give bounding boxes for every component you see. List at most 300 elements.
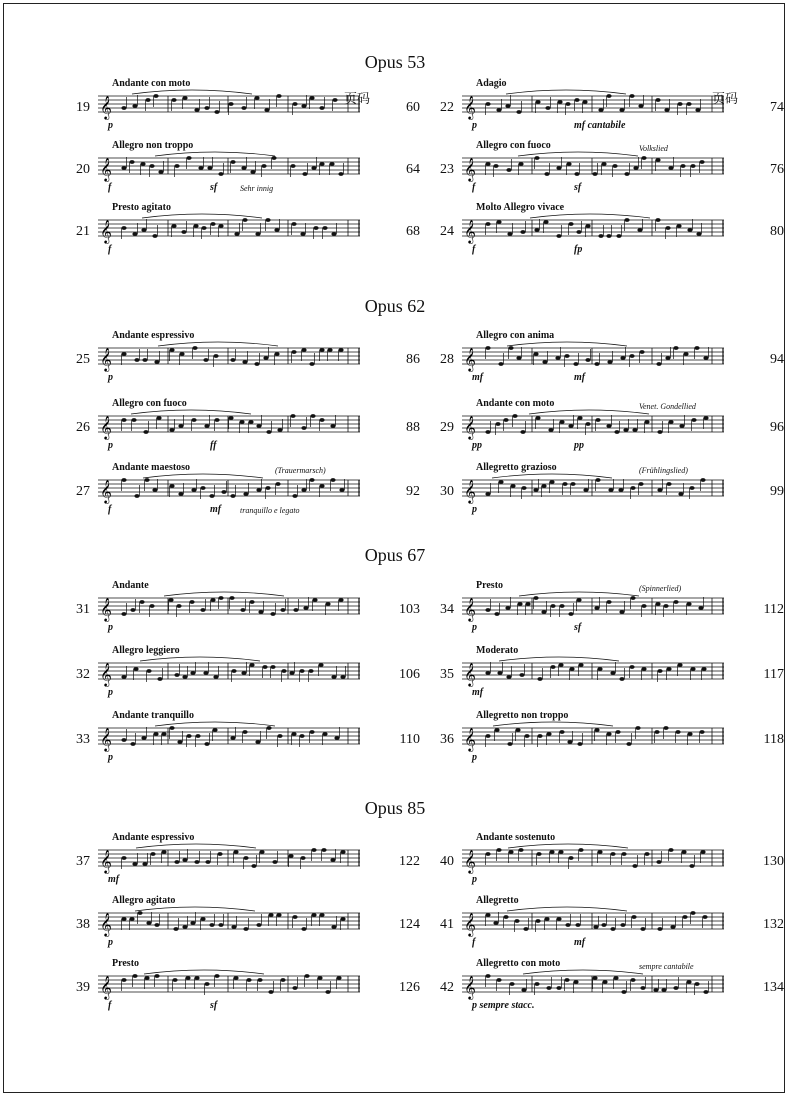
note-head (289, 671, 294, 675)
clef-icon: 𝄞 (464, 219, 476, 243)
note-head (508, 346, 513, 350)
note-head (682, 915, 687, 919)
note-head (637, 228, 642, 232)
note-head (485, 608, 490, 612)
clef-icon: 𝄞 (464, 662, 476, 686)
note-head (174, 164, 179, 168)
note-head (594, 606, 599, 610)
note-head (534, 982, 539, 986)
note-head (606, 732, 611, 736)
note-head (330, 858, 335, 862)
note-head (249, 663, 254, 667)
page-number: 124 (399, 917, 420, 932)
piece-number: 27 (76, 484, 90, 499)
note-head (641, 667, 646, 671)
note-head (195, 734, 200, 738)
note-head (614, 430, 619, 434)
clef-icon: 𝄞 (100, 727, 112, 751)
note-head (485, 162, 490, 166)
note-head (493, 164, 498, 168)
note-head (178, 492, 183, 496)
note-head (153, 94, 158, 98)
note-head (149, 164, 154, 168)
note-head (243, 492, 248, 496)
note-head (292, 986, 297, 990)
note-head (485, 734, 490, 738)
note-head (142, 358, 147, 362)
piece-number: 39 (76, 980, 90, 995)
note-head (276, 94, 281, 98)
note-head (319, 348, 324, 352)
note-head (564, 354, 569, 358)
note-head (558, 850, 563, 854)
note-head (152, 234, 157, 238)
note-head (201, 226, 206, 230)
slur (530, 214, 650, 218)
note-head (319, 418, 324, 422)
page-number: 117 (763, 667, 784, 682)
note-head (149, 604, 154, 608)
piece-number: 23 (440, 162, 454, 177)
note-head (277, 734, 282, 738)
slur (508, 844, 628, 848)
note-head (182, 925, 187, 929)
tempo-marking: Presto agitato (112, 202, 171, 213)
tempo-marking: Presto (476, 580, 504, 591)
note-head (485, 222, 490, 226)
note-head (193, 224, 198, 228)
note-head (280, 608, 285, 612)
piece-number: 40 (440, 854, 454, 869)
clef-icon: 𝄞 (464, 975, 476, 999)
note-head (154, 974, 159, 978)
note-head (150, 852, 155, 856)
note-head (230, 736, 235, 740)
note-head (535, 100, 540, 104)
dynamic-marking: sf (574, 182, 582, 193)
note-head (161, 850, 166, 854)
note-head (699, 160, 704, 164)
note-head (200, 608, 205, 612)
incipit-entry (424, 832, 784, 888)
note-head (686, 602, 691, 606)
note-head (525, 602, 530, 606)
note-head (264, 108, 269, 112)
note-head (301, 348, 306, 352)
note-head (686, 980, 691, 984)
page-number: 86 (406, 352, 420, 367)
note-head (336, 976, 341, 980)
music-staff (98, 842, 360, 876)
slur (507, 907, 627, 911)
note-head (533, 352, 538, 356)
note-head (506, 168, 511, 172)
music-staff (462, 88, 724, 122)
note-head (230, 494, 235, 498)
note-head (585, 224, 590, 228)
piece-number: 20 (76, 162, 90, 177)
note-head (639, 350, 644, 354)
piece-number: 33 (76, 732, 90, 747)
page-number: 60 (406, 100, 420, 115)
note-head (280, 978, 285, 982)
note-head (121, 418, 126, 422)
dynamic-marking: f (108, 182, 112, 193)
note-head (568, 856, 573, 860)
note-head (641, 156, 646, 160)
slur (158, 342, 278, 346)
subtitle-label: (Spinnerlied) (639, 584, 682, 593)
note-head (577, 416, 582, 420)
note-head (668, 420, 673, 424)
note-head (340, 675, 345, 679)
note-head (520, 230, 525, 234)
page-number: 88 (406, 420, 420, 435)
page-number: 94 (770, 352, 784, 367)
note-head (121, 612, 126, 616)
clef-icon: 𝄞 (100, 415, 112, 439)
piece-number: 26 (76, 420, 90, 435)
note-head (303, 606, 308, 610)
note-head (613, 976, 618, 980)
note-head (703, 356, 708, 360)
note-head (270, 612, 275, 616)
note-head (517, 602, 522, 606)
note-head (638, 482, 643, 486)
note-head (606, 424, 611, 428)
note-head (241, 166, 246, 170)
note-head (212, 728, 217, 732)
note-head (231, 669, 236, 673)
note-head (592, 172, 597, 176)
note-head (568, 612, 573, 616)
tempo-marking: Allegretto (476, 895, 519, 906)
tempo-marking: Moderato (476, 645, 519, 656)
tempo-marking: Allegro con fuoco (112, 398, 187, 409)
note-head (221, 490, 226, 494)
note-head (203, 671, 208, 675)
note-head (570, 482, 575, 486)
note-head (523, 927, 528, 931)
note-head (558, 663, 563, 667)
note-head (277, 428, 282, 432)
page-number: 106 (399, 667, 420, 682)
note-head (228, 416, 233, 420)
note-head (485, 671, 490, 675)
page-number: 112 (763, 602, 784, 617)
dynamic-marking: f (472, 244, 476, 255)
note-head (548, 428, 553, 432)
note-head (139, 600, 144, 604)
dynamic-marking: mf (574, 372, 586, 383)
note-head (505, 104, 510, 108)
note-head (663, 604, 668, 608)
page-number: 130 (763, 854, 784, 869)
clef-icon: 𝄞 (464, 415, 476, 439)
note-head (338, 598, 343, 602)
note-head (254, 362, 259, 366)
dynamic-marking: pp (574, 440, 584, 451)
tempo-marking: Allegretto grazioso (476, 462, 557, 473)
note-head (656, 362, 661, 366)
note-head (618, 488, 623, 492)
note-head (241, 106, 246, 110)
note-head (309, 96, 314, 100)
dynamic-marking: p (108, 440, 113, 451)
note-head (255, 740, 260, 744)
note-head (141, 228, 146, 232)
note-head (610, 927, 615, 931)
note-head (121, 106, 126, 110)
note-head (537, 677, 542, 681)
note-head (194, 108, 199, 112)
page-number: 99 (770, 484, 784, 499)
note-head (268, 990, 273, 994)
note-head (655, 602, 660, 606)
music-staff (462, 968, 724, 1002)
dynamic-marking: sf (210, 182, 218, 193)
note-head (331, 675, 336, 679)
note-head (556, 986, 561, 990)
note-head (189, 600, 194, 604)
note-head (204, 982, 209, 986)
note-head (121, 917, 126, 921)
note-head (485, 492, 490, 496)
page-number: 76 (770, 162, 784, 177)
note-head (154, 923, 159, 927)
opus-title: Opus 85 (364, 798, 426, 818)
note-head (209, 923, 214, 927)
note-head (293, 608, 298, 612)
note-head (700, 478, 705, 482)
note-head (620, 923, 625, 927)
page-number: 118 (763, 732, 784, 747)
note-head (602, 980, 607, 984)
slur (135, 907, 255, 911)
note-head (575, 923, 580, 927)
subtitle-label: sempre cantabile (639, 962, 694, 971)
note-head (699, 730, 704, 734)
note-head (174, 673, 179, 677)
note-head (213, 354, 218, 358)
note-head (300, 856, 305, 860)
note-head (275, 482, 280, 486)
note-head (312, 598, 317, 602)
note-head (121, 166, 126, 170)
incipit-entry (60, 462, 420, 518)
note-head (134, 358, 139, 362)
note-head (520, 430, 525, 434)
dynamic-marking: f (108, 244, 112, 255)
note-head (494, 728, 499, 732)
note-head (218, 596, 223, 600)
note-head (533, 596, 538, 600)
note-head (291, 732, 296, 736)
tempo-marking: Andante con moto (476, 398, 555, 409)
opus-title: Opus 62 (364, 296, 426, 316)
music-staff (98, 655, 360, 689)
note-head (657, 927, 662, 931)
note-head (556, 917, 561, 921)
note-head (290, 164, 295, 168)
note-head (498, 362, 503, 366)
note-head (121, 478, 126, 482)
dynamic-marking: f (472, 182, 476, 193)
note-head (593, 925, 598, 929)
note-head (231, 925, 236, 929)
note-head (666, 667, 671, 671)
note-head (132, 232, 137, 236)
piece-number: 36 (440, 732, 454, 747)
note-head (630, 596, 635, 600)
dynamic-marking: sf (210, 1000, 218, 1011)
note-head (152, 488, 157, 492)
note-head (218, 224, 223, 228)
note-head (322, 226, 327, 230)
note-head (595, 418, 600, 422)
note-head (321, 848, 326, 852)
slur (155, 152, 275, 156)
note-head (257, 978, 262, 982)
note-head (246, 978, 251, 982)
note-head (694, 982, 699, 986)
dynamic-marking: f (472, 937, 476, 948)
note-head (568, 424, 573, 428)
note-head (597, 850, 602, 854)
note-head (606, 234, 611, 238)
clef-icon: 𝄞 (464, 347, 476, 371)
note-head (194, 860, 199, 864)
music-staff (462, 655, 724, 689)
note-head (577, 742, 582, 746)
note-head (317, 976, 322, 980)
note-head (291, 350, 296, 354)
note-head (263, 356, 268, 360)
clef-icon: 𝄞 (100, 219, 112, 243)
piece-number: 24 (440, 224, 454, 239)
slur (142, 214, 262, 218)
note-head (304, 974, 309, 978)
note-head (653, 988, 658, 992)
piece-number: 42 (440, 980, 454, 995)
clef-icon: 𝄞 (100, 95, 112, 119)
note-head (673, 346, 678, 350)
note-head (585, 358, 590, 362)
note-head (638, 104, 643, 108)
note-head (698, 606, 703, 610)
note-head (543, 220, 548, 224)
note-head (544, 172, 549, 176)
note-head (515, 728, 520, 732)
note-head (546, 732, 551, 736)
note-head (626, 742, 631, 746)
note-head (274, 352, 279, 356)
tempo-marking: Allegro con anima (476, 330, 555, 341)
note-head (174, 860, 179, 864)
note-head (497, 671, 502, 675)
note-head (142, 862, 147, 866)
music-staff (98, 408, 360, 442)
note-head (690, 667, 695, 671)
note-head (292, 494, 297, 498)
note-head (485, 346, 490, 350)
note-head (594, 362, 599, 366)
slur (519, 592, 639, 596)
dynamic-marking: f (108, 504, 112, 515)
note-head (204, 742, 209, 746)
page-number: 68 (406, 224, 420, 239)
note-head (670, 925, 675, 929)
note-head (550, 604, 555, 608)
note-head (157, 677, 162, 681)
music-staff (462, 472, 724, 506)
page-number: 110 (399, 732, 420, 747)
note-head (203, 358, 208, 362)
note-head (186, 156, 191, 160)
clef-icon: 𝄞 (100, 662, 112, 686)
piece-number: 31 (76, 602, 90, 617)
clef-icon: 𝄞 (100, 849, 112, 873)
note-head (301, 426, 306, 430)
slur (140, 657, 260, 661)
note-head (243, 856, 248, 860)
note-head (629, 665, 634, 669)
note-head (535, 416, 540, 420)
note-head (311, 848, 316, 852)
note-head (233, 976, 238, 980)
music-staff (462, 212, 724, 246)
incipit-entry (424, 462, 784, 518)
note-head (340, 850, 345, 854)
note-head (573, 362, 578, 366)
note-head (338, 172, 343, 176)
note-head (494, 612, 499, 616)
note-head (205, 860, 210, 864)
note-head (332, 98, 337, 102)
note-head (632, 428, 637, 432)
piece-number: 21 (76, 224, 90, 239)
piece-number: 41 (440, 917, 454, 932)
note-head (325, 990, 330, 994)
note-head (171, 98, 176, 102)
dynamic-marking: mf (210, 504, 222, 515)
music-staff (98, 720, 360, 754)
slur (499, 657, 619, 661)
note-head (249, 600, 254, 604)
note-head (657, 669, 662, 673)
note-head (680, 164, 685, 168)
note-head (630, 486, 635, 490)
note-head (592, 976, 597, 980)
note-head (578, 663, 583, 667)
page-number: 80 (770, 224, 784, 239)
page-number: 96 (770, 420, 784, 435)
dynamic-marking: p (472, 622, 477, 633)
note-head (256, 424, 261, 428)
note-head (210, 222, 215, 226)
note-head (696, 232, 701, 236)
incipit-entry (60, 580, 420, 636)
note-head (325, 602, 330, 606)
note-head (319, 484, 324, 488)
note-head (200, 917, 205, 921)
note-head (689, 864, 694, 868)
note-head (261, 164, 266, 168)
note-head (607, 360, 612, 364)
note-head (171, 224, 176, 228)
note-head (158, 170, 163, 174)
note-head (137, 911, 142, 915)
